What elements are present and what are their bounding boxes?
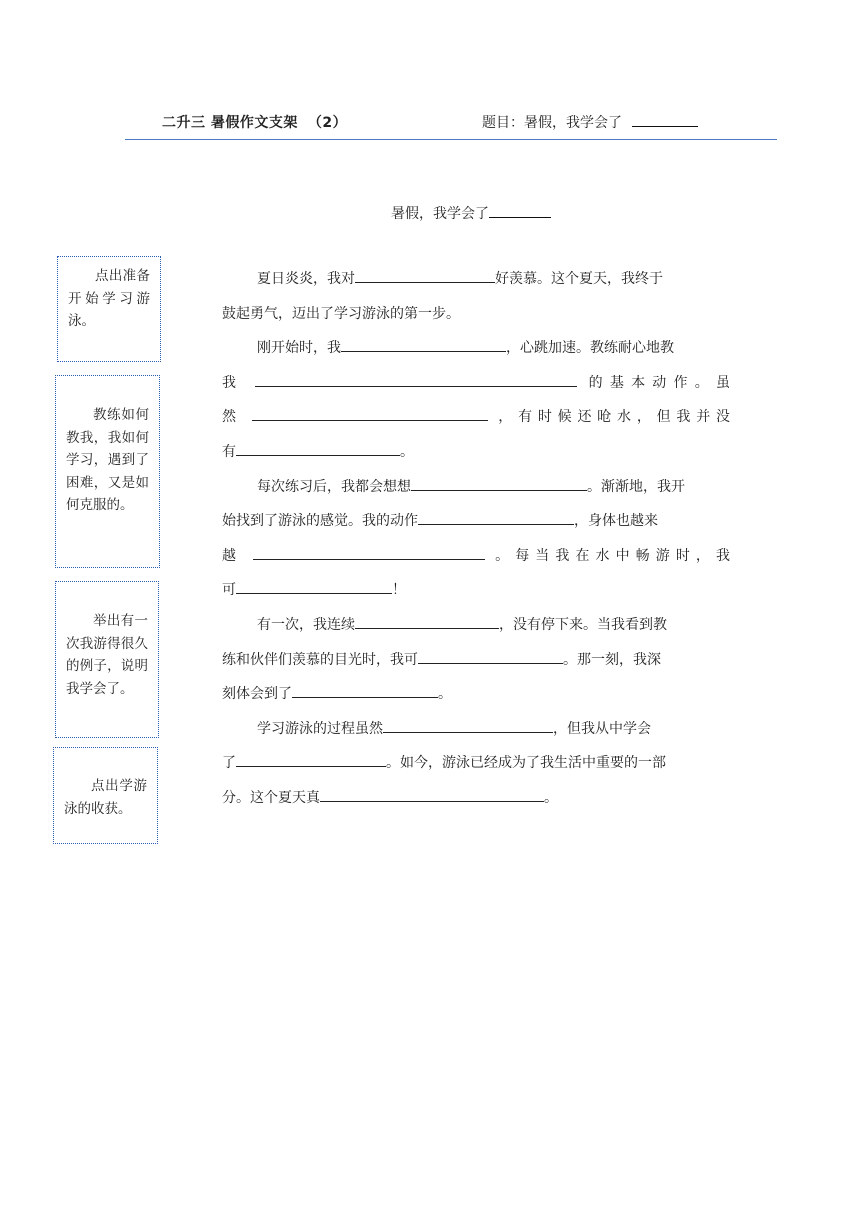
text-segment: 有 xyxy=(222,443,236,460)
fill-blank[interactable] xyxy=(236,579,392,594)
text-segment: 。 xyxy=(438,686,452,703)
essay-line xyxy=(222,435,730,470)
worksheet-number: （2） xyxy=(307,115,348,131)
essay-body xyxy=(222,262,730,816)
fill-blank[interactable] xyxy=(411,476,587,491)
text-segment: ，没有停下来。当我看到教 xyxy=(499,616,667,633)
text-segment: 。每当我在水中畅游时，我 xyxy=(495,547,730,564)
essay-topic-label: 题目：暑假，我学会了 xyxy=(482,115,622,131)
essay-line xyxy=(222,539,730,574)
essay-title-blank[interactable] xyxy=(489,205,551,218)
fill-blank[interactable] xyxy=(292,683,438,698)
text-segment: ，但我从中学会 xyxy=(553,720,651,737)
text-segment: 练和伙伴们羡慕的目光时，我可 xyxy=(222,651,418,668)
worksheet-title: 二升三 暑假作文支架 xyxy=(162,115,298,131)
fill-blank[interactable] xyxy=(355,614,499,629)
fill-blank[interactable] xyxy=(320,787,544,802)
text-segment: 我 xyxy=(222,374,244,391)
header-right-title xyxy=(482,112,698,132)
text-segment: ，身体也越来 xyxy=(574,513,658,530)
essay-line xyxy=(222,297,730,332)
essay-line xyxy=(222,504,730,539)
fill-blank[interactable] xyxy=(355,268,495,283)
text-segment: ，有时候还呛水，但我并没 xyxy=(498,409,731,426)
text-segment: 了 xyxy=(222,755,236,772)
essay-line xyxy=(222,712,730,747)
essay-line xyxy=(222,608,730,643)
header-left-title xyxy=(162,112,347,132)
text-segment: 。 xyxy=(544,789,558,806)
text-segment: 。渐渐地，我开 xyxy=(587,478,685,495)
fill-blank[interactable] xyxy=(252,406,488,421)
fill-blank[interactable] xyxy=(255,372,577,387)
text-segment: 。那一刻，我深 xyxy=(563,651,661,668)
essay-line xyxy=(222,781,730,816)
text-segment: 。如今，游泳已经成为了我生活中重要的一部 xyxy=(386,755,666,772)
side-note-1 xyxy=(57,256,161,362)
side-note-text: 教练如何教我，我如何学习，遇到了困难，又是如何克服的。 xyxy=(66,407,149,513)
essay-title-text: 暑假，我学会了 xyxy=(391,206,489,222)
essay-line xyxy=(222,573,730,608)
side-note-text: 举出有一次我游得很久的例子，说明我学会了。 xyxy=(66,613,148,697)
text-segment: 。 xyxy=(400,443,414,460)
topic-blank[interactable] xyxy=(632,114,698,127)
text-segment: 然 xyxy=(222,409,242,426)
essay-line xyxy=(222,470,730,505)
side-note-4 xyxy=(53,747,158,844)
fill-blank[interactable] xyxy=(418,649,563,664)
fill-blank[interactable] xyxy=(253,545,485,560)
essay-line xyxy=(222,366,730,401)
text-segment: 越 xyxy=(222,547,243,564)
text-segment: 有一次，我连续 xyxy=(257,616,355,633)
fill-blank[interactable] xyxy=(341,337,506,352)
side-note-2 xyxy=(55,375,160,568)
essay-title xyxy=(391,203,551,223)
essay-line xyxy=(222,262,730,297)
text-segment: 可 xyxy=(222,582,236,599)
text-segment: ，心跳加速。教练耐心地教 xyxy=(506,340,674,357)
text-segment: 学习游泳的过程虽然 xyxy=(257,720,383,737)
text-segment: 刻体会到了 xyxy=(222,686,292,703)
essay-line xyxy=(222,400,730,435)
fill-blank[interactable] xyxy=(383,718,553,733)
essay-line xyxy=(222,331,730,366)
essay-line xyxy=(222,677,730,712)
fill-blank[interactable] xyxy=(418,510,574,525)
text-segment: 夏日炎炎，我对 xyxy=(257,271,355,287)
fill-blank[interactable] xyxy=(236,441,400,456)
text-segment: 始找到了游泳的感觉。我的动作 xyxy=(222,513,418,530)
essay-line xyxy=(222,643,730,678)
essay-line xyxy=(222,746,730,781)
header-divider xyxy=(125,139,777,140)
side-note-text: 点出准备开始学习游泳。 xyxy=(68,268,150,329)
text-segment: 好羡慕。这个夏天，我终于 xyxy=(495,271,663,287)
text-segment: 的基本动作。虽 xyxy=(588,374,731,391)
side-note-3 xyxy=(55,581,159,738)
side-note-text: 点出学游泳的收获。 xyxy=(64,778,147,817)
text-segment: 每次练习后，我都会想想 xyxy=(257,478,411,495)
fill-blank[interactable] xyxy=(236,752,386,767)
text-segment: 刚开始时，我 xyxy=(257,340,341,357)
text-segment: 分。这个夏天真 xyxy=(222,789,320,806)
text-segment: 鼓起勇气，迈出了学习游泳的第一步。 xyxy=(222,305,460,322)
text-segment: ！ xyxy=(392,582,406,599)
